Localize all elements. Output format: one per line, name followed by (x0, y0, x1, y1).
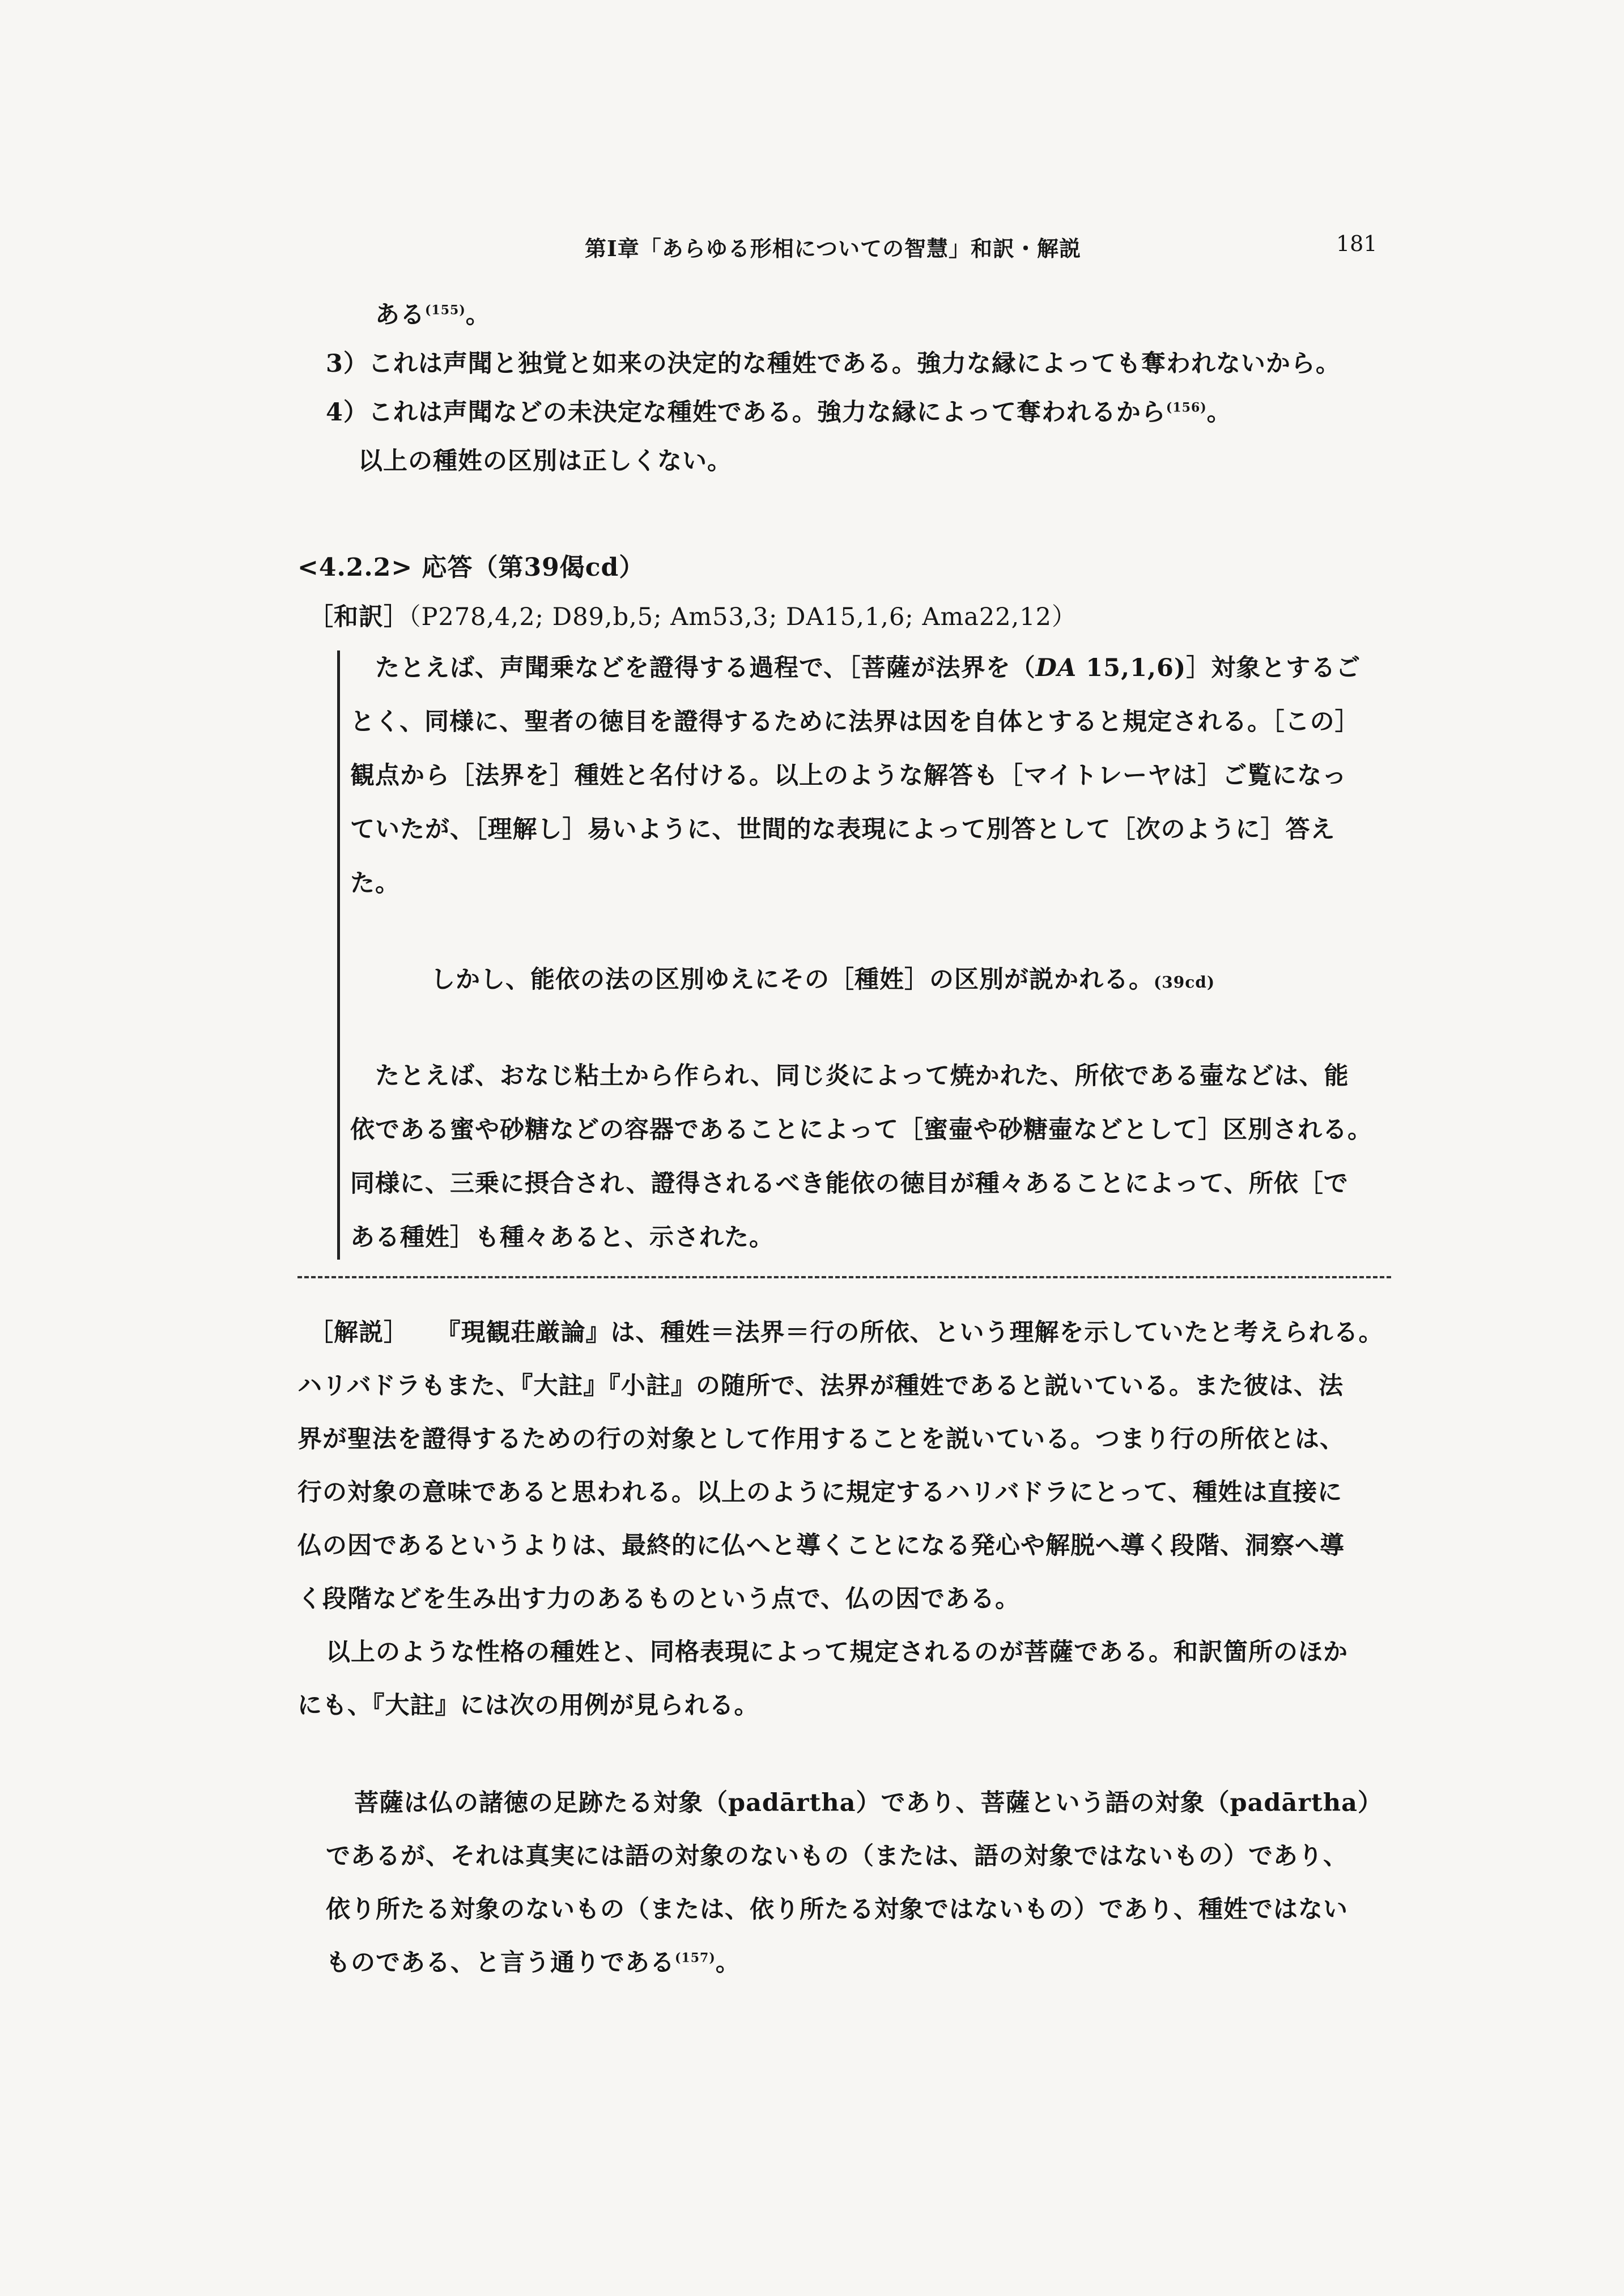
page-number: 181 (1336, 231, 1378, 256)
translation-line-1: たとえば、声聞乗などを證得する過程で、［菩薩が法界を（DA 15,1,6)］対象とするご (375, 654, 1361, 682)
wayaku-refs: （P278,4,2; D89,b,5; Am53,3; DA15,1,6; Ama22,12） (409, 603, 1077, 631)
translation-line-2: とく、同様に、聖者の徳目を證得するために法界は因を自体とすると規定される。［この］ (350, 708, 1360, 736)
commentary-para2-line-1: 以上のような性格の種姓と、同格表現によって規定されるのが菩薩である。和訳箇所のほか (326, 1638, 1348, 1666)
list-item-4: 4）これは声聞などの未決定な種姓である。強力な縁によって奪われるから$^{(156)}$。 (326, 398, 1232, 427)
commentary-line-6: く段階などを生み出す力のあるものという点で、仏の因である。 (297, 1585, 1021, 1613)
footnote-ref-157: (157) (675, 1950, 716, 1966)
translation-cont-line-1: たとえば、おなじ粘土から作られ、同じ炎によって焼かれた、所依である壷などは、能 (375, 1062, 1349, 1090)
running-title: 第Ⅰ章「あらゆる形相についての智慧」和訳・解説 (585, 236, 1082, 261)
commentary-line-1: ［解説］ 『現観荘厳論』は、種姓＝法界＝行の所依、という理解を示していたと考えられる。 (309, 1319, 1384, 1347)
translation-cont-line-2: 依である蜜や砂糖などの容器であることによって［蜜壷や砂糖壷などとして］区別される。 (350, 1116, 1372, 1144)
list-item-3: 3）これは声聞と独覚と如来の決定的な種姓である。強力な縁によっても奪われないから。 (326, 350, 1341, 378)
translation-line-4: ていたが、［理解し］易いように、世間的な表現によって別答として［次のように］答え (350, 815, 1336, 844)
footnote-ref-156: (156) (1166, 400, 1207, 415)
translation-line-5: た。 (350, 869, 400, 898)
quote-line-1: 菩薩は仏の諸徳の足跡たる対象（padārtha）であり、菩薩という語の対象（padārtha） (354, 1789, 1383, 1817)
verse-ref: (39cd) (1154, 973, 1215, 992)
commentary-line-3: 界が聖法を證得するための行の対象として作用することを説いている。つまり行の所依とは、 (297, 1425, 1345, 1453)
translation-left-rule (337, 650, 340, 1260)
footnote-ref-155: (155) (425, 303, 466, 318)
quote-line-4: ものである、と言う通りである$^{(157)}$。 (326, 1949, 741, 1977)
intro-line-1: ある$^{(155)}$。 (375, 301, 491, 329)
commentary-line-5: 仏の因であるというよりは、最終的に仏へと導くことになる発心や解脱へ導く段階、洞察へ導 (297, 1532, 1345, 1560)
wayaku-label: ［和訳］ (309, 603, 409, 631)
section-heading: <4.2.2> 応答（第39偈cd） (297, 553, 645, 582)
commentary-para2-line-2: にも、『大註』には次の用例が見られる。 (297, 1691, 759, 1720)
intro-conclusion: 以上の種姓の区別は正しくない。 (358, 447, 732, 475)
commentary-line-2: ハリバドラもまた、『大註』『小註』の随所で、法界が種姓であると説いている。また彼は、法 (297, 1372, 1344, 1400)
verse-39cd: しかし、能依の法の区別ゆえにその［種姓］の区別が説かれる。(39cd) (431, 966, 1215, 994)
quote-line-2: であるが、それは真実には語の対象のないもの（または、語の対象ではないもの）であり、 (326, 1842, 1348, 1870)
translation-cont-line-3: 同様に、三乗に摂合され、證得されるべき能依の徳目が種々あることによって、所依［で (350, 1170, 1349, 1198)
translation-header (309, 598, 1077, 632)
translation-line-3: 観点から［法界を］種姓と名付ける。以上のような解答も［マイトレーヤは］ご覧になっ (350, 762, 1347, 790)
quote-line-3: 依り所たる対象のないもの（または、依り所たる対象ではないもの）であり、種姓ではない (326, 1895, 1348, 1924)
section-divider (297, 1276, 1391, 1278)
translation-cont-line-4: ある種姓］も種々あると、示された。 (350, 1223, 774, 1252)
commentary-line-4: 行の対象の意味であると思われる。以上のように規定するハリバドラにとって、種姓は直接に (297, 1478, 1343, 1507)
page-header (0, 231, 1624, 271)
kaisetsu-label: ［解説］ (309, 1319, 409, 1347)
